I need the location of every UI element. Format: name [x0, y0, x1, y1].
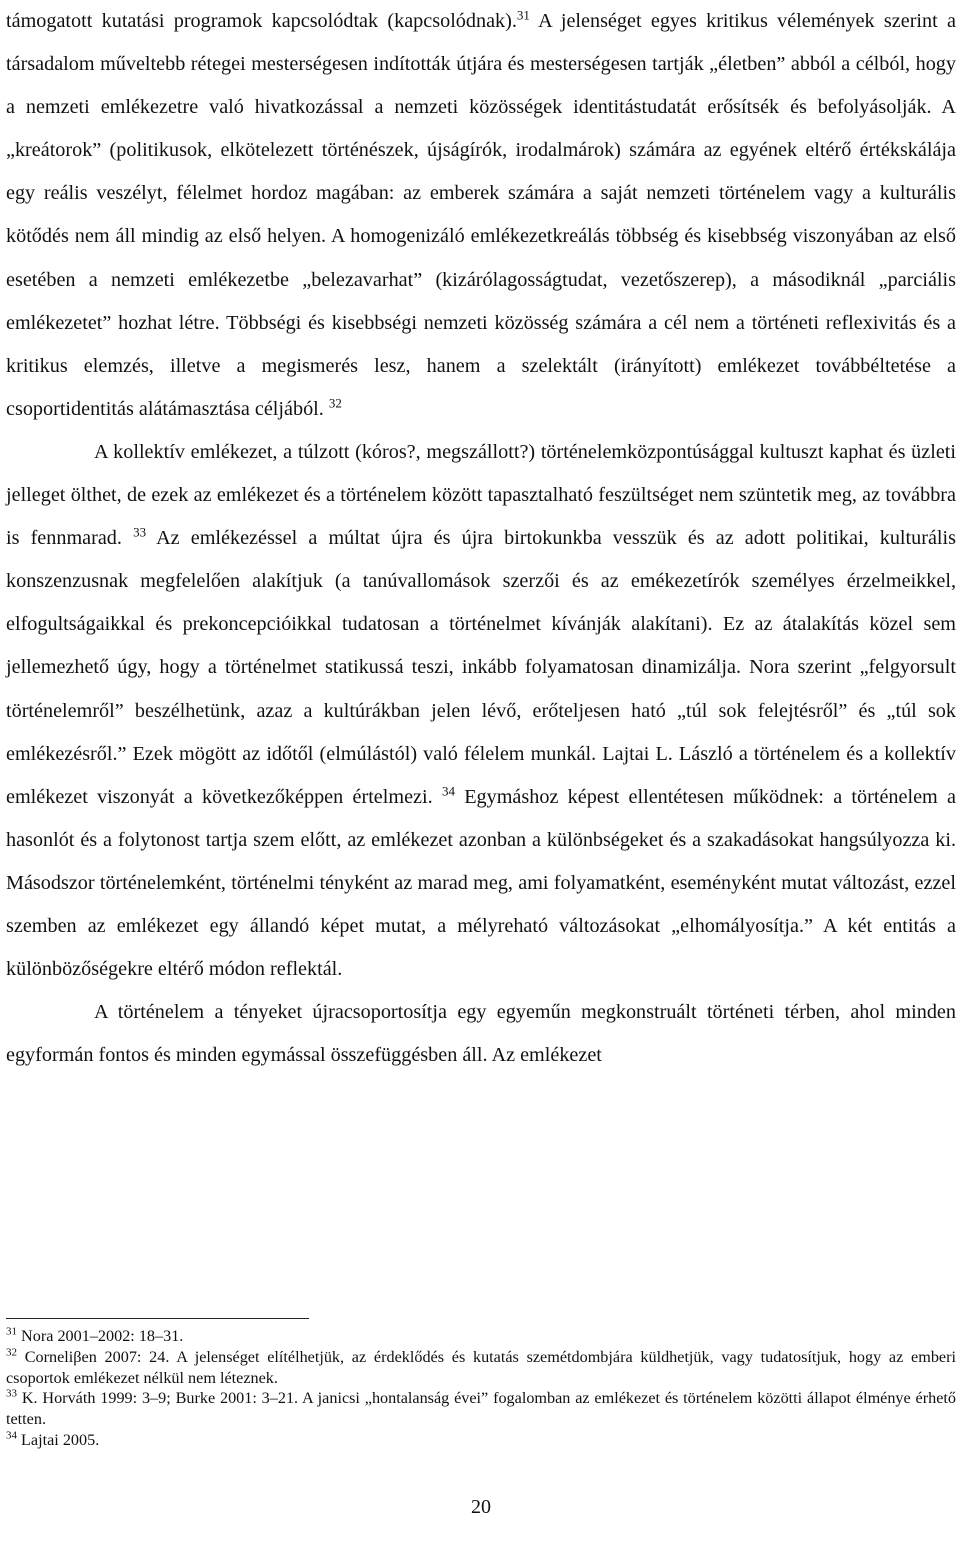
text-run: támogatott kutatási programok kapcsolódtak (kapcsolódnak). — [6, 10, 517, 32]
footnote — [6, 1388, 956, 1430]
text-run: A történelem a tényeket újracsoportosítja egy egyeműn megkonstruált történeti térben, ahol minden egyformán fontos és minden egymással összefüggésben áll. Az emlékezet — [6, 1001, 956, 1067]
footnote-separator — [6, 1318, 309, 1319]
text-run: A jelenséget egyes kritikus vélemények szerint a társadalom műveltebb rétegei mesterségesen indították útjára és mesterségesen tartják „életben” abból a célból, hogy a nemzeti emlékezetre való hivatkozással a nemzeti közösségek identitástudatát erősítsék és befolyásolják. A „kreátorok” (politikusok, elkötelezett történészek, újságírók, irodalmárok) számára az egyének eltérő értékskálája egy reális veszélyt, félelmet hordoz magában: az emberek számára a saját nemzeti történelem vagy a kulturális kötődés nem áll mindig az első helyen. A homogenizáló emlékezetkreálás többség és kisebbség viszonyában az első esetében a nemzeti emlékezetbe „belezavarhat” (kizárólagosságtudat, vezetőszerep), a másodiknál „parciális emlékezetet” hozhat létre. Többségi és kisebbségi nemzeti közösség számára a cél nem a történeti reflexivitás és a kritikus elemzés, illetve a megismerés lesz, hanem a szelektált (irányított) emlékezet továbbéltetése a csoportidentitás alátámasztása céljából. — [6, 10, 956, 420]
text-run: A kollektív emlékezet, a túlzott (kóros?, megszállott?) történelemközpontúsággal kultuszt kaphat és üzleti jelleget ölthet, de ezek az emlékezet és a történelem között tapasztalható feszültséget nem szüntetik meg, az továbbra is fennmarad. — [6, 440, 956, 550]
footnote-text: Nora 2001–2002: 18–31. — [17, 1327, 184, 1345]
footnote-text: K. Horváth 1999: 3–9; Burke 2001: 3–21. A janicsi „hontalanság évei” fogalomban az emlékezet és történelem közötti állapot élménye érhető tetten. — [6, 1389, 956, 1429]
footnotes — [6, 1326, 956, 1451]
footnote-text: Corneliβen 2007: 24. A jelenséget elítélhetjük, az érdeklődés és kutatás szemétdombjára küldhetjük, vagy tudatosítjuk, hogy az emberi csoportok emlékezet nélkül nem léteznek. — [6, 1347, 956, 1387]
footnote-ref[interactable]: 34 — [441, 782, 455, 798]
footnote-ref[interactable]: 31 — [516, 7, 530, 23]
paragraph — [6, 0, 956, 431]
footnote-number: 32 — [6, 1346, 17, 1359]
footnote — [6, 1326, 956, 1347]
main-text — [6, 0, 956, 1077]
text-run: Egymáshoz képest ellentétesen működnek: a történelem a hasonlót és a folytonost tartja szem előtt, az emlékezet azonban a különbségeket és a szakadásokat hangsúlyozza ki. Másodszor történelemként, történelmi tényként az marad meg, ami folyamatként, eseményként mutat változást, ezzel szemben az emlékezet egy állandó képet mutat, a mélyreható változásokat „elhomályosítja.” A két entitás a különbözőségekre eltérő módon reflektál. — [6, 785, 956, 981]
paragraph — [6, 431, 956, 991]
footnote-number: 33 — [6, 1388, 17, 1400]
footnote — [6, 1430, 956, 1451]
paragraph — [6, 991, 956, 1077]
footnote-number: 31 — [6, 1325, 17, 1338]
footnote — [6, 1347, 956, 1389]
document-page — [6, 0, 957, 1518]
footnote-ref[interactable]: 33 — [133, 524, 147, 540]
footnote-text: Lajtai 2005. — [17, 1430, 100, 1449]
page-number: 20 — [471, 1496, 491, 1518]
footnote-ref[interactable]: 32 — [328, 395, 342, 411]
footnote-number: 34 — [6, 1429, 17, 1442]
text-run: Az emlékezéssel a múltat újra és újra birtokunkba vesszük és az adott politikai, kulturális konszenzusnak megfelelően alakítjuk (a tanúvallomások szerzői és az emékezetírók személyes érzelmeikkel, elfogultságaikkal és prekoncepcióikkal tudatosan a történelmet kívánják alakítani). Ez az átalakítás közel sem jellemezhető úgy, hogy a történelmet statikussá teszi, inkább folyamatosan dinamizálja. Nora szerint „felgyorsult történelemről” beszélhetünk, azaz a kultúrákban jelen lévő, erőteljesen ható „túl sok felejtésről” és „túl sok emlékezésről.” Ezek mögött az időtől (elmúlástól) való félelem munkál. Lajtai L. László a történelem és a kollektív emlékezet viszonyát a következőképpen értelmezi. — [6, 527, 957, 808]
